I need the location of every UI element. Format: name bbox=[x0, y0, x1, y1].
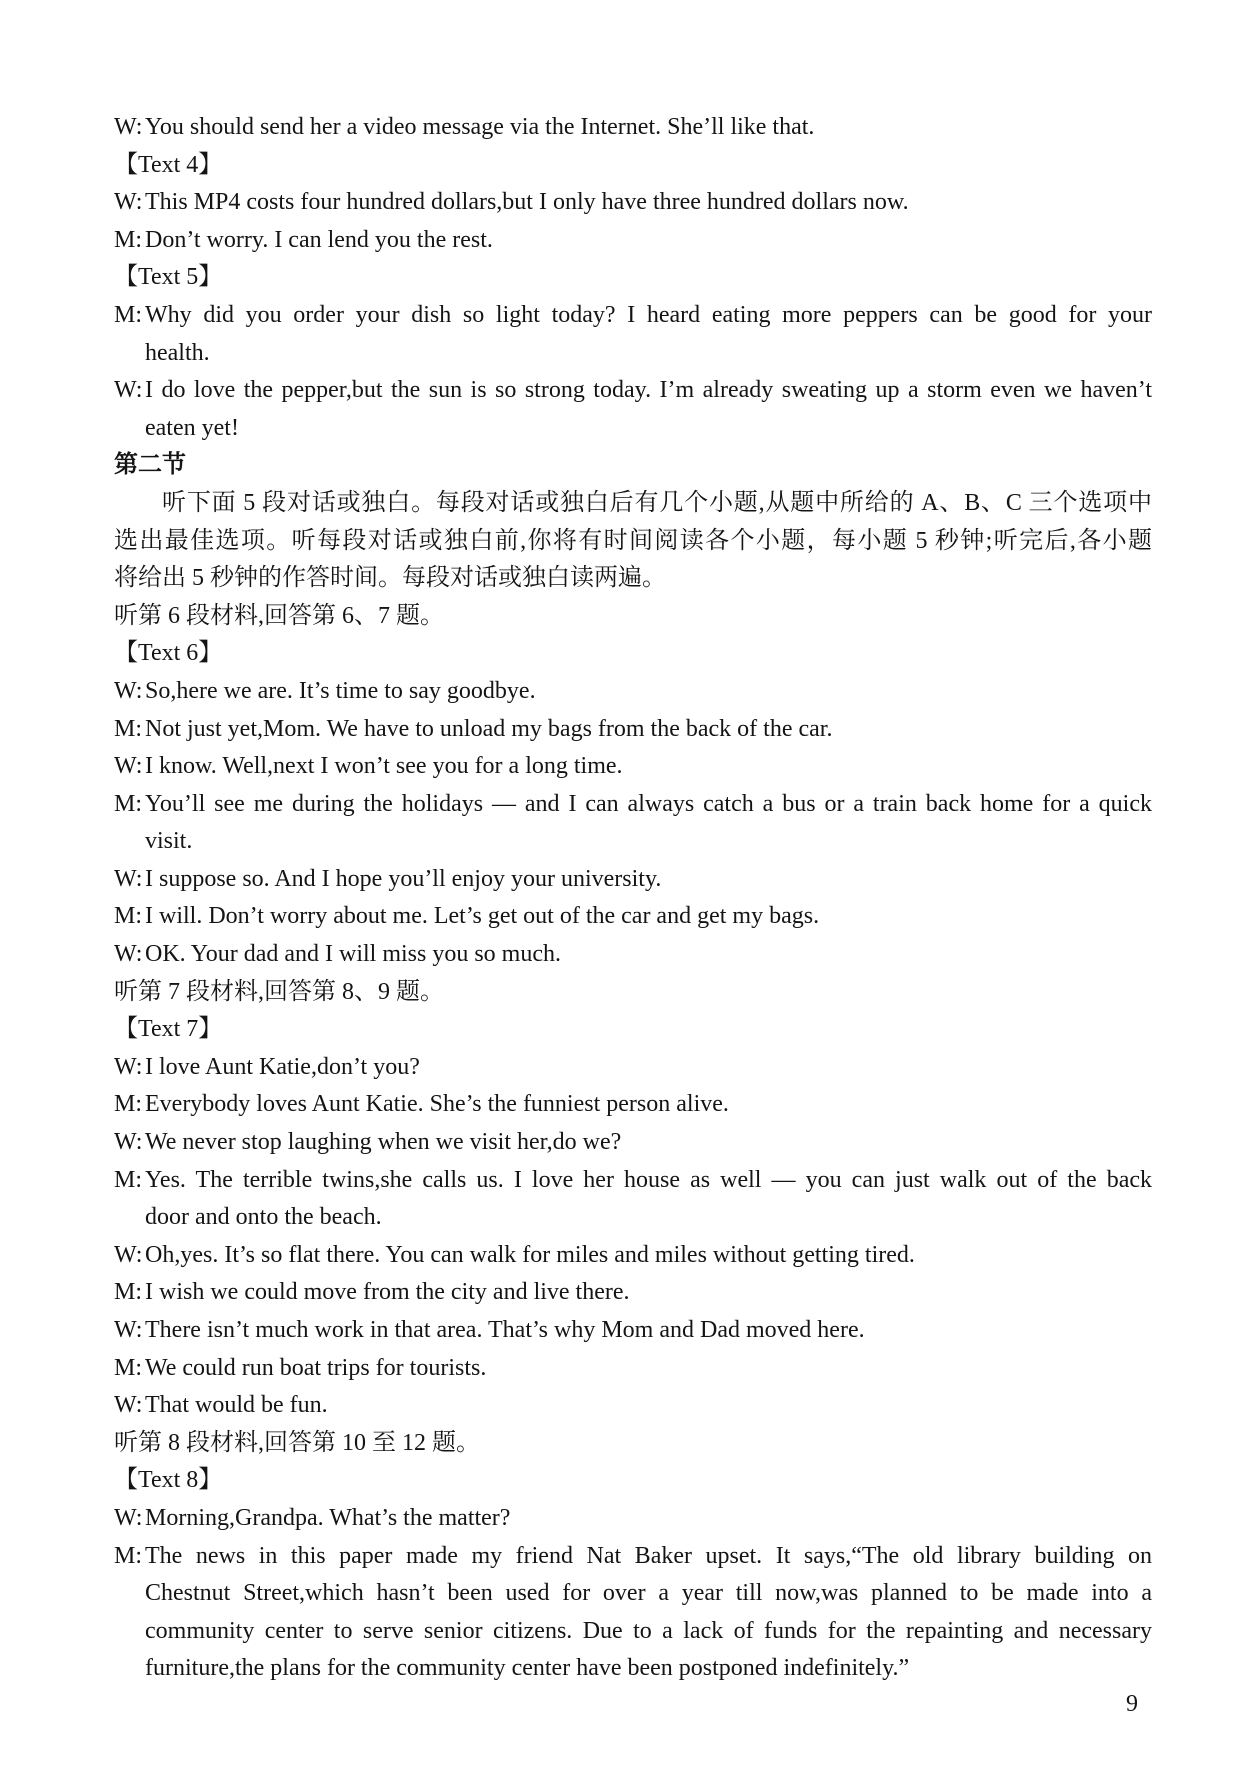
dialogue-line bbox=[114, 1124, 1152, 1162]
dialogue-text: I know. Well,next I won’t see you for a long time. bbox=[145, 753, 623, 780]
dialogue-line bbox=[114, 861, 1152, 899]
dialogue-text: You should send her a video message via the Internet. She’ll like that. bbox=[145, 114, 815, 140]
instruction-text: 听下面 5 段对话或独白。每段对话或独白后有几个小题,从题中所给的 A、B、C 三个选项中 bbox=[162, 489, 1152, 516]
dialogue-text: Oh,yes. It’s so flat there. You can walk for miles and miles without getting tired. bbox=[145, 1241, 915, 1268]
dialogue-text: Why did you order your dish so light today? I heard eating more peppers can be good for your bbox=[145, 301, 1152, 328]
text-heading: 【Text 7】 bbox=[114, 1016, 223, 1043]
dialogue-line bbox=[114, 222, 1152, 260]
speaker-label: M: bbox=[114, 1166, 143, 1193]
dialogue-line bbox=[114, 1350, 1152, 1388]
speaker-label: W: bbox=[114, 753, 143, 780]
dialogue-text: So,here we are. It’s time to say goodbye. bbox=[145, 677, 536, 704]
text-heading: 【Text 6】 bbox=[114, 640, 223, 667]
material-cue: 听第 7 段材料,回答第 8、9 题。 bbox=[114, 978, 444, 1005]
speaker-label: W: bbox=[114, 677, 143, 704]
material-cue: 听第 8 段材料,回答第 10 至 12 题。 bbox=[114, 1429, 480, 1456]
speaker-label: W: bbox=[114, 1129, 143, 1156]
text-heading: 【Text 5】 bbox=[114, 264, 223, 291]
speaker-label: M: bbox=[114, 1354, 143, 1381]
dialogue-text: I will. Don’t worry about me. Let’s get out of the car and get my bags. bbox=[145, 903, 820, 930]
page-number: 9 bbox=[1126, 1691, 1138, 1717]
dialogue-text: OK. Your dad and I will miss you so much. bbox=[145, 941, 562, 968]
dialogue-text: I wish we could move from the city and live there. bbox=[145, 1279, 630, 1306]
material-cue: 听第 6 段材料,回答第 6、7 题。 bbox=[114, 602, 444, 629]
dialogue-line bbox=[114, 748, 1152, 786]
dialogue-text: health. bbox=[145, 339, 210, 366]
speaker-label: W: bbox=[114, 114, 143, 140]
dialogue-text: I do love the pepper,but the sun is so strong today. I’m already sweating up a storm even we haven’t bbox=[145, 377, 1152, 404]
speaker-label: M: bbox=[114, 1279, 143, 1306]
dialogue-text: Morning,Grandpa. What’s the matter? bbox=[145, 1504, 511, 1531]
dialogue-text: furniture,the plans for the community center have been postponed indefinitely.” bbox=[145, 1655, 910, 1682]
dialogue-text: I suppose so. And I hope you’ll enjoy your university. bbox=[145, 865, 662, 892]
dialogue-text: We never stop laughing when we visit her,do we? bbox=[145, 1129, 622, 1156]
dialogue-text: There isn’t much work in that area. That’s why Mom and Dad moved here. bbox=[145, 1317, 865, 1343]
speaker-label: W: bbox=[114, 941, 143, 968]
dialogue-text: Yes. The terrible twins,she calls us. I love her house as well — you can just walk out of the back bbox=[145, 1166, 1152, 1193]
dialogue-line bbox=[114, 1274, 1152, 1312]
speaker-label: M: bbox=[114, 715, 143, 742]
speaker-label: M: bbox=[114, 790, 143, 817]
speaker-label: M: bbox=[114, 903, 143, 930]
dialogue-text: Everybody loves Aunt Katie. She’s the funniest person alive. bbox=[145, 1091, 729, 1118]
dialogue-line bbox=[114, 184, 1152, 222]
speaker-label: M: bbox=[114, 1542, 143, 1569]
dialogue-text: The news in this paper made my friend Nat Baker upset. It says,“The old library building on bbox=[145, 1542, 1152, 1569]
text-heading: 【Text 4】 bbox=[114, 151, 223, 178]
dialogue-line bbox=[114, 1312, 1152, 1350]
dialogue-line bbox=[114, 673, 1152, 711]
speaker-label: W: bbox=[114, 1053, 143, 1080]
dialogue-text: visit. bbox=[145, 828, 193, 855]
speaker-label: M: bbox=[114, 1091, 143, 1118]
dialogue-line bbox=[114, 109, 1152, 147]
dialogue-line bbox=[114, 1237, 1152, 1275]
dialogue-line bbox=[114, 1538, 1152, 1688]
instruction-text: 选出最佳选项。听每段对话或独白前,你将有时间阅读各个小题，每小题 5 秒钟;听完后,各小题 bbox=[114, 527, 1152, 554]
speaker-label: M: bbox=[114, 301, 143, 328]
section-instructions bbox=[114, 485, 1152, 598]
dialogue-line bbox=[114, 297, 1152, 372]
dialogue-line bbox=[114, 898, 1152, 936]
dialogue-line bbox=[114, 711, 1152, 749]
dialogue-text: You’ll see me during the holidays — and I can always catch a bus or a train back home for a quick bbox=[145, 790, 1152, 817]
speaker-label: M: bbox=[114, 226, 143, 253]
speaker-label: W: bbox=[114, 865, 143, 892]
dialogue-text: This MP4 costs four hundred dollars,but I only have three hundred dollars now. bbox=[145, 189, 909, 216]
dialogue-line bbox=[114, 372, 1152, 447]
dialogue-text: community center to serve senior citizens. Due to a lack of funds for the repainting and necessary bbox=[145, 1617, 1152, 1644]
section-title: 第二节 bbox=[114, 452, 186, 479]
speaker-label: W: bbox=[114, 189, 143, 216]
dialogue-text: Chestnut Street,which hasn’t been used for over a year till now,was planned to be made into a bbox=[145, 1580, 1152, 1607]
dialogue-text: We could run boat trips for tourists. bbox=[145, 1354, 487, 1381]
dialogue-line bbox=[114, 786, 1152, 861]
dialogue-text: That would be fun. bbox=[145, 1392, 328, 1419]
dialogue-line bbox=[114, 936, 1152, 974]
dialogue-text: Don’t worry. I can lend you the rest. bbox=[145, 226, 493, 253]
speaker-label: W: bbox=[114, 1504, 143, 1531]
dialogue-line bbox=[114, 1387, 1152, 1425]
speaker-label: W: bbox=[114, 1317, 143, 1343]
speaker-label: W: bbox=[114, 377, 143, 404]
instruction-text: 将给出 5 秒钟的作答时间。每段对话或独白读两遍。 bbox=[114, 565, 666, 592]
dialogue-line bbox=[114, 1086, 1152, 1124]
dialogue-line bbox=[114, 1500, 1152, 1538]
dialogue-text: eaten yet! bbox=[145, 414, 239, 441]
dialogue-text: Not just yet,Mom. We have to unload my bags from the back of the car. bbox=[145, 715, 833, 742]
speaker-label: W: bbox=[114, 1241, 143, 1268]
dialogue-line bbox=[114, 1162, 1152, 1237]
text-heading: 【Text 8】 bbox=[114, 1467, 223, 1494]
dialogue-text: door and onto the beach. bbox=[145, 1204, 382, 1231]
speaker-label: W: bbox=[114, 1392, 143, 1419]
dialogue-text: I love Aunt Katie,don’t you? bbox=[145, 1053, 420, 1080]
dialogue-line bbox=[114, 1049, 1152, 1087]
transcript-body bbox=[114, 109, 1152, 1688]
